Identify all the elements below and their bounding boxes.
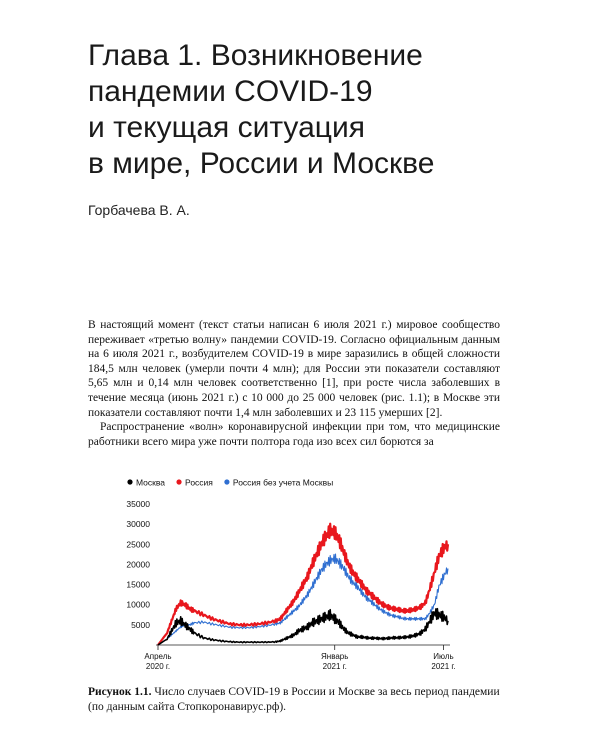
x-tick-label: Апрель (144, 652, 172, 661)
chapter-title-line: пандемии COVID-19 (88, 75, 373, 108)
legend-label: Россия (185, 477, 213, 488)
figure-caption (88, 685, 500, 714)
y-tick-label: 30000 (126, 519, 150, 530)
paragraph: Распространение «волн» коронавирусной инфекции при том, что медицинские работники всего мира уже почти полтора года изо всех сил борются за (88, 421, 500, 448)
x-tick-label: 2021 г. (322, 662, 347, 671)
caption-text: Число случаев COVID-19 в России и Москве за весь период пандемии (по данным сайта Стопкоронавирус.рф). (88, 686, 500, 713)
x-tick-label: 2021 г. (431, 662, 456, 671)
legend-marker (176, 479, 181, 484)
y-tick-label: 15000 (126, 579, 150, 590)
x-tick-label: Январь (321, 652, 349, 661)
body-text (88, 318, 500, 449)
chapter-title (88, 38, 558, 182)
figure-chart (88, 470, 500, 685)
author-name: Горбачева В. А. (88, 202, 190, 218)
y-tick-label: 20000 (126, 559, 150, 570)
caption-label: Рисунок 1.1. (88, 686, 152, 698)
legend-marker (127, 479, 132, 484)
line-chart (88, 470, 500, 685)
chapter-title-line: Глава 1. Возникновение (88, 39, 423, 72)
legend-label: Россия без учета Москвы (232, 477, 334, 488)
paragraph: В настоящий момент (текст статьи написан 6 июля 2021 г.) мировое сообщество переживает «третью волну» пандемии COVID-19. Согласно официальным данным на 6 июля 2021 г., возбудителем COVID-19 в мире заразились в общей сложности 184,5 млн человек (умерли почти 4 млн); для России эти показатели составляют 5,65 млн и 0,14 млн человек соответственно [1], при росте числа заболевших в течение месяца (июнь 2021 г.) с 10 000 до 25 000 человек (рис. 1.1); в Москве эти показатели составляют почти 1,4 млн заболевших и 23 115 умерших [2]. (88, 319, 500, 419)
legend-label: Москва (136, 477, 166, 488)
y-tick-label: 5000 (131, 619, 150, 630)
chapter-title-line: и текущая ситуация (88, 111, 365, 144)
legend-marker (224, 479, 229, 484)
x-tick-label: Июль (433, 652, 454, 661)
y-tick-label: 35000 (126, 499, 150, 509)
x-tick-label: 2020 г. (145, 662, 171, 671)
y-tick-label: 10000 (126, 599, 150, 610)
chapter-title-line: в мире, России и Москве (88, 147, 435, 180)
y-tick-label: 25000 (126, 539, 150, 550)
